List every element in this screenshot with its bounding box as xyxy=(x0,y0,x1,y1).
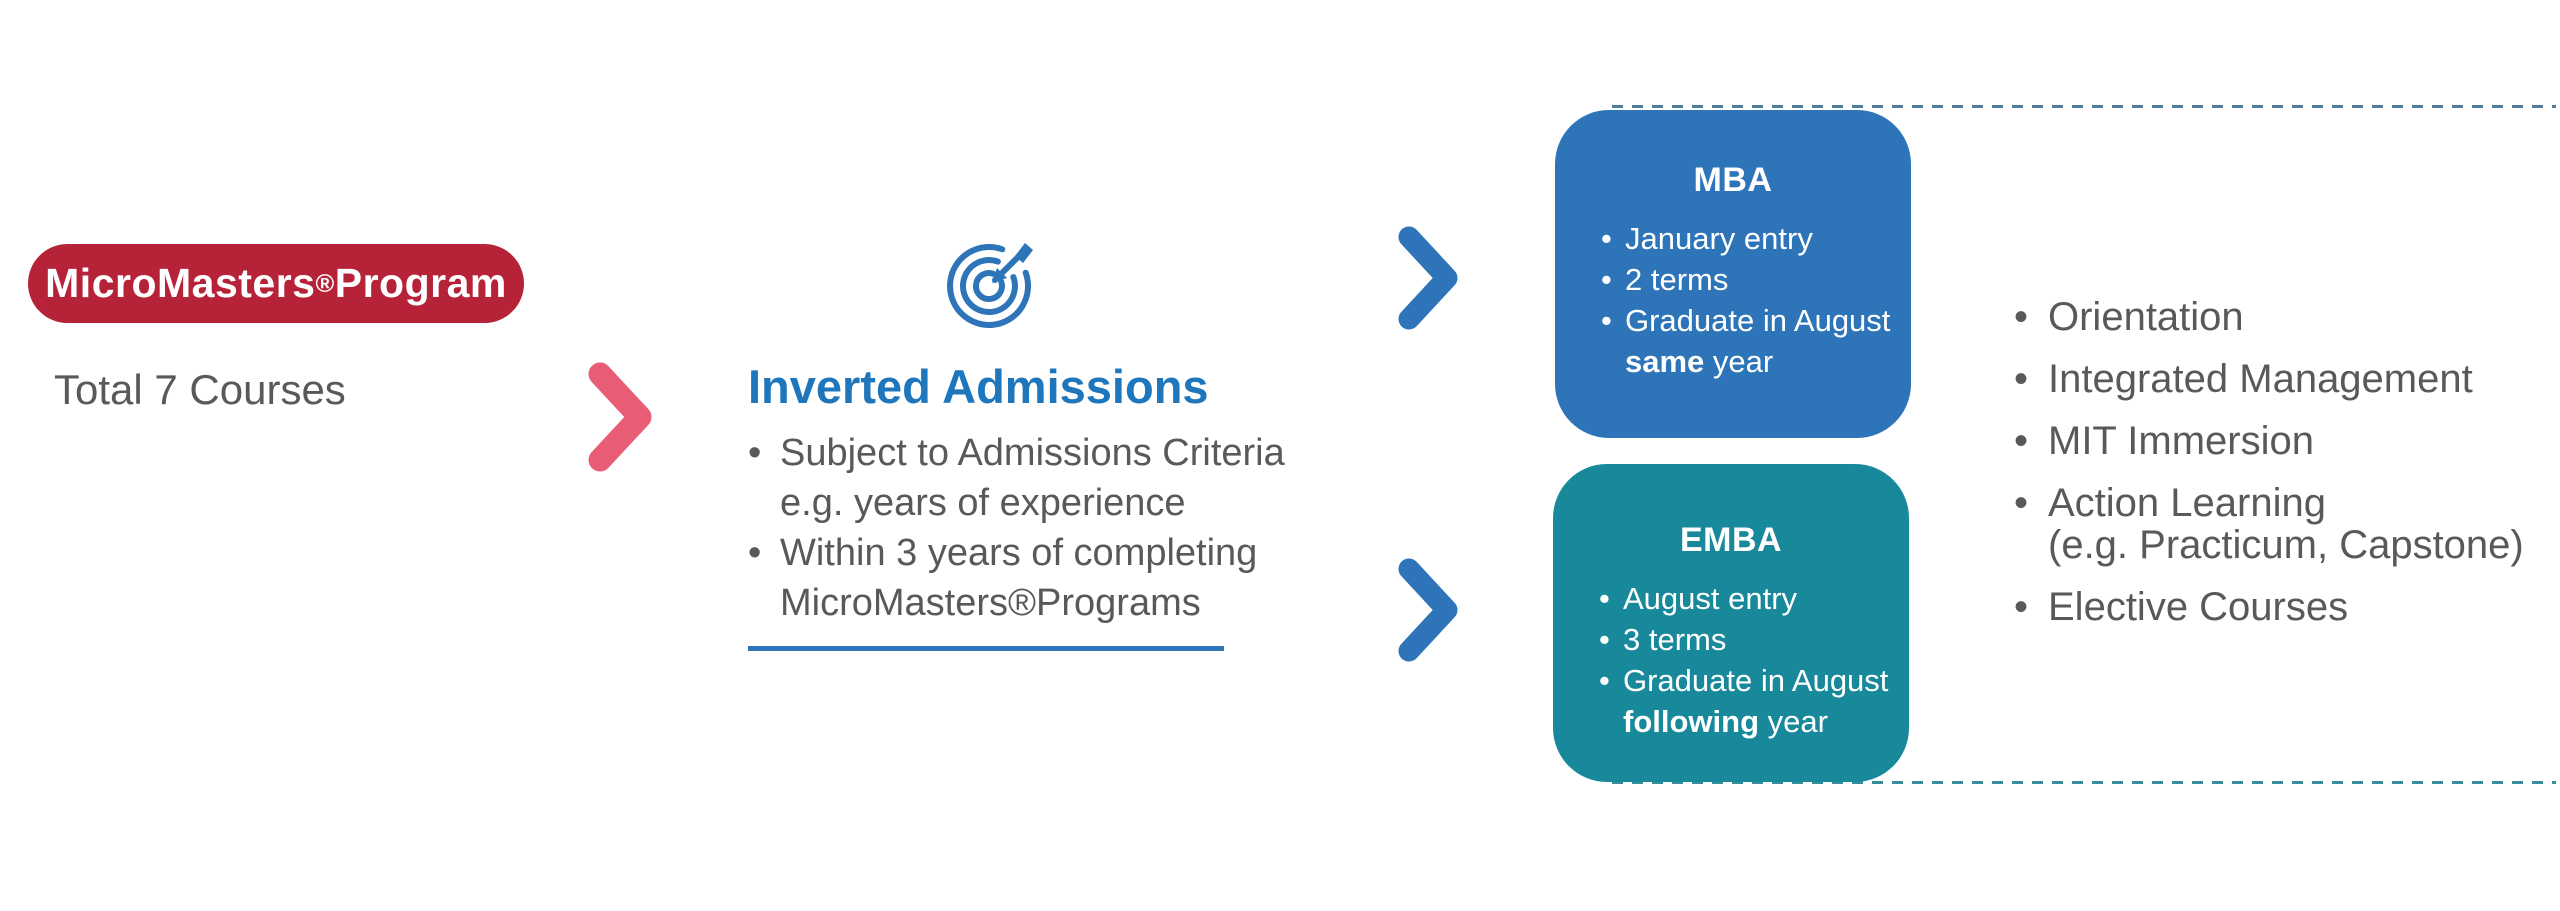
chevron-right-icon xyxy=(1398,558,1462,662)
list-item xyxy=(2014,296,2524,338)
curriculum-item-label: Integrated Management xyxy=(2048,357,2473,401)
list-item xyxy=(1599,578,1909,619)
bullet-dot: • xyxy=(1601,262,1612,297)
list-item xyxy=(1601,300,1911,382)
criteria-line: Within 3 years of completing xyxy=(780,532,1258,574)
emba-program-card xyxy=(1553,464,1909,782)
bullet-dot: • xyxy=(1601,221,1612,256)
emba-title: EMBA xyxy=(1679,521,1783,559)
entry-detail: August entry xyxy=(1623,581,1798,616)
list-item xyxy=(1599,619,1909,660)
target-dart-icon xyxy=(945,240,1049,340)
bullet-dot: • xyxy=(748,432,762,474)
badge-label: MicroMasters xyxy=(45,260,316,306)
list-item xyxy=(748,428,1348,528)
entry-detail: January entry xyxy=(1625,221,1813,256)
bullet-dot: • xyxy=(1599,622,1610,657)
divider-line xyxy=(748,646,1224,651)
inverted-admissions-title: Inverted Admissions xyxy=(748,360,1209,413)
curriculum-item-label: Orientation xyxy=(2048,295,2244,339)
list-item xyxy=(2014,358,2524,400)
bullet-dot: • xyxy=(1599,663,1610,698)
bullet-dot: • xyxy=(2014,585,2029,629)
bullet-dot: • xyxy=(2014,295,2029,339)
list-item xyxy=(2014,586,2524,628)
bullet-dot: • xyxy=(1601,303,1612,338)
registered-mark: ® xyxy=(1008,582,1037,624)
total-courses-label: Total 7 Courses xyxy=(54,366,346,413)
graduation-detail: Graduate in August following year xyxy=(1623,663,1889,739)
list-item xyxy=(748,528,1348,628)
badge-label-suffix: Program xyxy=(334,260,507,306)
curriculum-item-label: Elective Courses xyxy=(2048,585,2349,629)
bullet-dot: • xyxy=(2014,419,2029,463)
list-item xyxy=(2014,420,2524,462)
list-item xyxy=(1599,660,1909,742)
bullet-dot: • xyxy=(1599,581,1610,616)
bullet-dot: • xyxy=(748,532,762,574)
bullet-dot: • xyxy=(2014,481,2029,525)
micromasters-program-badge: MicroMasters ® Program xyxy=(28,244,524,323)
emphasis-word: same xyxy=(1625,344,1705,379)
curriculum-list xyxy=(2014,296,2524,648)
list-item xyxy=(2014,482,2524,566)
list-item xyxy=(1601,218,1911,259)
chevron-right-icon xyxy=(1398,226,1462,330)
curriculum-item-label: MIT Immersion xyxy=(2048,419,2314,463)
criteria-line: Subject to Admissions Criteria xyxy=(780,432,1285,474)
graduation-detail: Graduate in August same year xyxy=(1625,303,1891,379)
bullet-dot: • xyxy=(2014,357,2029,401)
inverted-admissions-section xyxy=(748,362,1348,628)
mba-program-card xyxy=(1555,110,1911,438)
terms-detail: 2 terms xyxy=(1625,262,1729,297)
criteria-line: e.g. years of experience xyxy=(780,482,1186,524)
list-item xyxy=(1601,259,1911,300)
mba-title: MBA xyxy=(1693,161,1773,199)
terms-detail: 3 terms xyxy=(1623,622,1727,657)
admissions-criteria-list xyxy=(748,428,1348,628)
emphasis-word: following xyxy=(1623,704,1760,739)
curriculum-item-label: Action Learning (e.g. Practicum, Capstone) xyxy=(2048,481,2524,567)
criteria-line: MicroMasters®Programs xyxy=(780,582,1201,624)
chevron-right-icon xyxy=(588,362,656,472)
mba-details-list xyxy=(1601,218,1911,382)
emba-details-list xyxy=(1599,578,1909,742)
dashed-connector-top xyxy=(1612,105,2556,108)
